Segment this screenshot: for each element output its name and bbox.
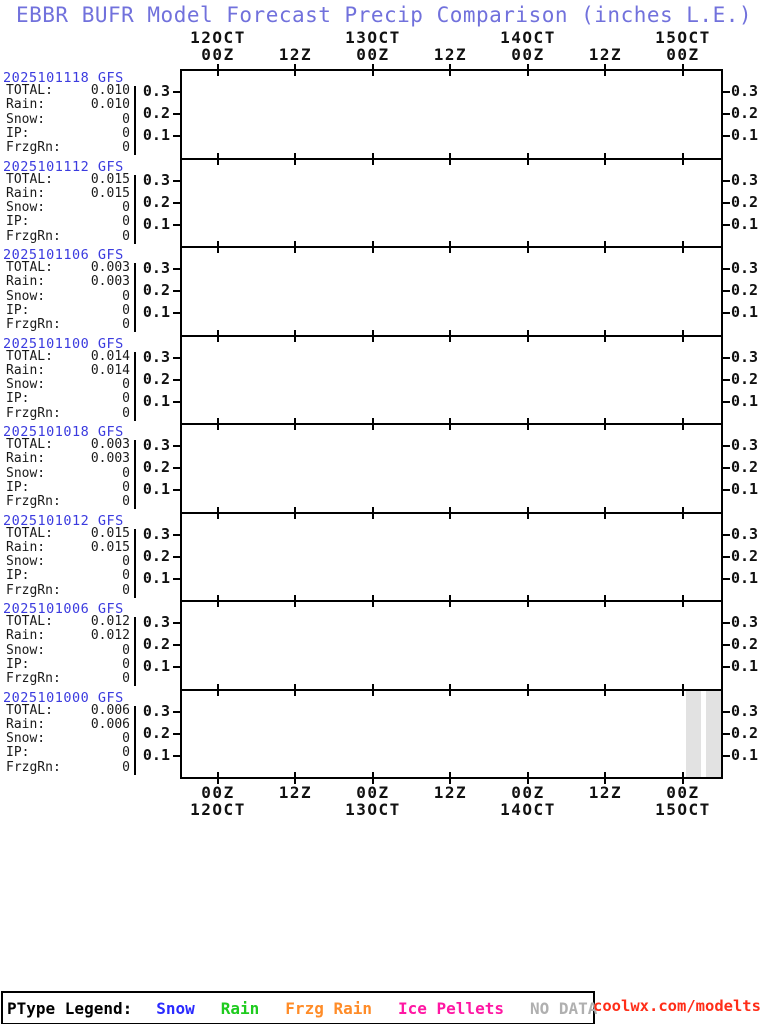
precip-row-value: 0 [122,745,130,761]
panel [180,246,723,337]
precip-row-value: 0 [122,140,130,156]
info-separator [134,175,136,244]
precip-row-value: 0 [122,731,130,747]
model-run-label: 2025101106 GFS [3,247,124,263]
panel [180,335,723,426]
y-axis-tick-right [723,556,730,558]
model-run-label: 2025101118 GFS [3,70,124,86]
precip-row-label: FrzgRn: [6,671,61,687]
precip-row-value: 0 [122,317,130,333]
panel [180,600,723,691]
x-axis-tick [682,241,684,253]
y-axis-tick-right [723,91,730,93]
precip-row-label: Snow: [6,377,46,393]
precip-row-value: 0 [122,228,130,244]
precip-row-label: Rain: [6,539,46,555]
x-axis-tick [682,507,684,519]
top-axis-hour-label: 00Z [666,45,700,64]
top-axis-hour-label: 00Z [201,45,235,64]
x-axis-tick [217,507,219,519]
x-axis-tick [527,64,529,76]
y-tick-label-left: 0.2 [142,546,170,565]
x-axis-tick [527,595,529,607]
y-tick-label-right: 0.1 [731,391,759,410]
y-tick-label-right: 0.2 [731,458,759,477]
precip-row-value: 0 [122,568,130,584]
precip-row-value: 0 [122,759,130,775]
bottom-axis-hour-label: 00Z [666,783,700,802]
precip-row-value: 0 [122,494,130,510]
y-tick-label-right: 0.1 [731,126,759,145]
x-axis-tick [217,595,219,607]
precip-row-value: 0 [122,656,130,672]
precip-row-value: 0 [122,642,130,658]
precip-row-value: 0.003 [90,437,130,452]
precip-row-label: FrzgRn: [6,494,61,510]
x-axis-tick [217,64,219,76]
info-separator [134,86,136,155]
model-run-info-block [0,335,180,424]
y-tick-label-left: 0.3 [142,524,170,543]
precip-row-value: 0.010 [90,83,130,98]
model-run-info-block [0,689,180,778]
precip-row-value: 0.015 [90,539,130,555]
bottom-axis-hour-label: 12Z [433,783,468,802]
bottom-axis-hour-label: 12Z [588,783,623,802]
precip-row-value: 0 [122,479,130,495]
y-tick-label-left: 0.3 [142,701,170,720]
x-axis-tick [372,418,374,430]
y-tick-label-right: 0.1 [731,568,759,587]
panel [180,158,723,249]
precip-row-label: IP: [6,302,30,318]
precip-row-label: Rain: [6,274,46,290]
precip-row-value: 0 [122,125,130,141]
y-tick-label-left: 0.2 [142,458,170,477]
y-tick-label-left: 0.1 [142,303,170,322]
precip-row-value: 0.006 [90,716,130,732]
y-axis-tick-right [723,467,730,469]
y-axis-tick-right [723,622,730,624]
x-axis-tick [449,507,451,519]
bottom-axis-hour-label: 00Z [201,783,235,802]
x-axis-tick [449,595,451,607]
precip-row-label: IP: [6,479,30,495]
y-tick-label-left: 0.1 [142,568,170,587]
chart-title: EBBR BUFR Model Forecast Precip Comparison (inches L.E.) [15,3,752,27]
y-tick-label-right: 0.1 [731,480,759,499]
x-axis-tick [217,418,219,430]
x-axis-tick [217,330,219,342]
y-tick-label-right: 0.2 [731,635,759,654]
x-axis-tick [604,507,606,519]
x-axis-tick [217,153,219,165]
bottom-axis-date-label: 12OCT [190,800,246,819]
y-tick-label-right: 0.2 [731,723,759,742]
x-axis-tick [294,595,296,607]
x-axis-tick [449,684,451,696]
x-axis-tick [682,153,684,165]
precip-row-value: 0.003 [90,260,130,275]
y-tick-label-right: 0.3 [731,347,759,366]
x-axis-tick [527,153,529,165]
top-axis-hour-label: 00Z [511,45,545,64]
legend-title: PType Legend: [7,998,133,1018]
y-tick-label-right: 0.3 [731,701,759,720]
precip-row-label: FrzgRn: [6,228,61,244]
y-tick-label-left: 0.3 [142,613,170,632]
precip-row-value: 0 [122,111,130,127]
y-tick-label-left: 0.1 [142,126,170,145]
info-separator [134,352,136,421]
y-tick-label-left: 0.2 [142,369,170,388]
y-tick-label-left: 0.1 [142,657,170,676]
y-axis-tick-right [723,644,730,646]
y-tick-label-left: 0.1 [142,480,170,499]
info-separator [134,529,136,598]
x-axis-tick [604,153,606,165]
precip-row-value: 0.015 [90,171,130,187]
precip-row-label: TOTAL: [6,348,53,364]
precip-row-value: 0 [122,377,130,393]
precip-row-label: Rain: [6,185,46,201]
y-tick-label-right: 0.3 [731,82,759,101]
x-axis-tick [604,241,606,253]
y-tick-label-right: 0.2 [731,546,759,565]
y-tick-label-right: 0.2 [731,281,759,300]
model-run-info-block [0,512,180,601]
x-axis-tick [372,330,374,342]
y-axis-tick-right [723,711,730,713]
y-axis-tick-right [723,312,730,314]
y-tick-label-left: 0.2 [142,192,170,211]
model-run-info-block [0,246,180,335]
y-axis-tick-right [723,180,730,182]
x-axis-tick [604,64,606,76]
bottom-axis-hour-label: 00Z [511,783,545,802]
bottom-axis-date-label: 14OCT [500,800,556,819]
y-tick-label-left: 0.1 [142,391,170,410]
precip-row-value: 0.006 [90,702,130,718]
x-axis-tick [682,330,684,342]
x-axis-tick [294,507,296,519]
precip-row-value: 0.003 [90,274,130,290]
y-axis-tick-right [723,113,730,115]
precip-row-label: Snow: [6,465,46,481]
y-axis-tick-right [723,534,730,536]
x-axis-tick [449,153,451,165]
y-tick-label-right: 0.1 [731,303,759,322]
watermark-link: coolwx.com/modelts [593,997,761,1015]
x-axis-tick [294,330,296,342]
precip-row-value: 0 [122,288,130,304]
y-tick-label-right: 0.2 [731,192,759,211]
precip-row-value: 0.014 [90,348,130,364]
precip-row-value: 0 [122,582,130,598]
y-tick-label-left: 0.1 [142,745,170,764]
precip-row-label: Snow: [6,642,46,658]
x-axis-tick [217,241,219,253]
precip-row-label: Snow: [6,554,46,570]
y-tick-label-right: 0.3 [731,436,759,455]
y-tick-label-right: 0.2 [731,104,759,123]
x-axis-tick [372,153,374,165]
top-axis-date-label: 12OCT [190,28,246,47]
precip-row-value: 0 [122,200,130,216]
precip-row-label: FrzgRn: [6,582,61,598]
top-axis-hour-label: 12Z [278,45,313,64]
model-run-label: 2025101006 GFS [3,601,124,617]
x-axis-tick [449,330,451,342]
x-axis-tick [527,418,529,430]
precip-row-value: 0 [122,391,130,407]
model-run-label: 2025101112 GFS [3,158,124,175]
top-axis-hour-label: 00Z [356,45,390,64]
model-run-label: 2025101100 GFS [3,335,124,352]
legend-item-frzg-rain: Frzg Rain [285,998,372,1018]
x-axis-tick [372,241,374,253]
y-axis-tick-right [723,202,730,204]
precip-row-value: 0 [122,214,130,230]
model-run-info-block [0,423,180,512]
precip-row-value: 0 [122,465,130,481]
y-axis-tick-right [723,290,730,292]
x-axis-tick [294,153,296,165]
bottom-axis-date-label: 13OCT [345,800,401,819]
precip-row-label: Rain: [6,97,46,113]
legend-item-rain: Rain [220,998,260,1018]
x-axis-tick [217,684,219,696]
bottom-axis-hour-label: 00Z [356,783,390,802]
y-tick-label-left: 0.1 [142,214,170,233]
info-separator [134,706,136,775]
x-axis-tick [527,330,529,342]
precip-row-value: 0 [122,302,130,318]
x-axis-tick [294,418,296,430]
precip-row-label: Rain: [6,362,46,378]
x-axis-tick [527,241,529,253]
precip-row-value: 0.010 [90,97,130,113]
legend-box [1,991,598,1024]
y-tick-label-right: 0.1 [731,745,759,764]
model-run-label: 2025101000 GFS [3,689,124,706]
panel [180,512,723,603]
top-axis-date-label: 13OCT [345,28,401,47]
precip-row-value: 0 [122,554,130,570]
precip-row-value: 0 [122,405,130,421]
top-axis-date-label: 15OCT [655,28,711,47]
info-separator [134,440,136,509]
precip-row-label: FrzgRn: [6,140,61,156]
precip-row-value: 0.012 [90,614,130,629]
precip-row-label: Snow: [6,111,46,127]
y-tick-label-right: 0.3 [731,170,759,189]
precip-row-label: TOTAL: [6,702,53,718]
bottom-axis-hour-label: 12Z [278,783,313,802]
y-tick-label-left: 0.2 [142,104,170,123]
x-axis-tick [294,241,296,253]
x-axis-tick [682,64,684,76]
y-tick-label-left: 0.3 [142,436,170,455]
y-tick-label-left: 0.3 [142,170,170,189]
x-axis-tick [294,64,296,76]
x-axis-tick [682,595,684,607]
x-axis-tick [682,418,684,430]
y-axis-tick-right [723,489,730,491]
x-axis-tick [372,64,374,76]
precip-row-value: 0.014 [90,362,130,378]
precip-row-label: TOTAL: [6,171,53,187]
x-axis-tick [604,684,606,696]
precip-row-label: Rain: [6,451,46,467]
y-tick-label-left: 0.2 [142,723,170,742]
x-axis-tick [604,418,606,430]
legend-item-ice-pellets: Ice Pellets [398,998,504,1018]
model-run-label: 2025101012 GFS [3,512,124,529]
precip-row-label: IP: [6,214,30,230]
x-axis-tick [604,595,606,607]
model-run-label: 2025101018 GFS [3,424,124,440]
legend-item-no-data: NO DATA [529,998,598,1018]
precip-row-label: IP: [6,745,30,761]
y-tick-label-left: 0.2 [142,635,170,654]
top-axis-hour-label: 12Z [588,45,623,64]
panel [180,423,723,514]
precip-row-value: 0.015 [90,525,130,541]
y-tick-label-right: 0.2 [731,369,759,388]
x-axis-tick [449,418,451,430]
precip-row-label: FrzgRn: [6,759,61,775]
precip-row-label: IP: [6,568,30,584]
precip-row-label: TOTAL: [6,525,53,541]
precip-row-label: TOTAL: [6,260,53,275]
info-separator [134,617,136,686]
precip-row-value: 0.012 [90,628,130,644]
model-run-info-block [0,69,180,158]
model-run-info-block [0,600,180,689]
y-axis-tick-right [723,357,730,359]
precip-row-label: IP: [6,391,30,407]
y-axis-tick-right [723,733,730,735]
precip-row-label: Snow: [6,200,46,216]
y-tick-label-left: 0.3 [142,82,170,101]
precip-row-value: 0.015 [90,185,130,201]
y-axis-tick-right [723,224,730,226]
precip-row-label: TOTAL: [6,437,53,452]
bottom-axis-date-label: 15OCT [655,800,711,819]
y-axis-tick-right [723,401,730,403]
top-axis-date-label: 14OCT [500,28,556,47]
x-axis-tick [682,684,684,696]
model-run-info-block [0,158,180,247]
precip-row-value: 0 [122,671,130,687]
y-tick-label-left: 0.3 [142,347,170,366]
y-tick-label-left: 0.3 [142,259,170,278]
x-axis-tick [527,684,529,696]
precip-row-label: FrzgRn: [6,317,61,333]
precip-row-value: 0.003 [90,451,130,467]
y-axis-tick-right [723,135,730,137]
y-tick-label-right: 0.3 [731,613,759,632]
legend-item-snow: Snow [156,998,195,1018]
precip-row-label: Rain: [6,628,46,644]
x-axis-tick [604,330,606,342]
y-axis-tick-right [723,755,730,757]
x-axis-tick [449,241,451,253]
y-tick-label-right: 0.3 [731,259,759,278]
y-axis-tick-right [723,666,730,668]
precip-row-label: TOTAL: [6,614,53,629]
y-axis-tick-right [723,379,730,381]
y-tick-label-right: 0.1 [731,214,759,233]
x-axis-tick [527,507,529,519]
precip-row-label: TOTAL: [6,83,53,98]
plot-area [180,69,723,777]
y-tick-label-left: 0.2 [142,281,170,300]
panel [180,69,723,160]
precip-row-label: FrzgRn: [6,405,61,421]
top-axis-hour-label: 12Z [433,45,468,64]
precip-row-label: IP: [6,125,30,141]
x-axis-tick [372,684,374,696]
x-axis-tick [372,595,374,607]
x-axis-tick [449,64,451,76]
info-separator [134,263,136,332]
precip-row-label: Rain: [6,716,46,732]
y-axis-tick-right [723,578,730,580]
panel [180,689,723,780]
precip-row-label: Snow: [6,731,46,747]
precip-row-label: IP: [6,656,30,672]
y-tick-label-right: 0.1 [731,657,759,676]
x-axis-tick [294,684,296,696]
precip-row-label: Snow: [6,288,46,304]
y-axis-tick-right [723,445,730,447]
x-axis-tick [372,507,374,519]
y-tick-label-right: 0.3 [731,524,759,543]
y-axis-tick-right [723,268,730,270]
